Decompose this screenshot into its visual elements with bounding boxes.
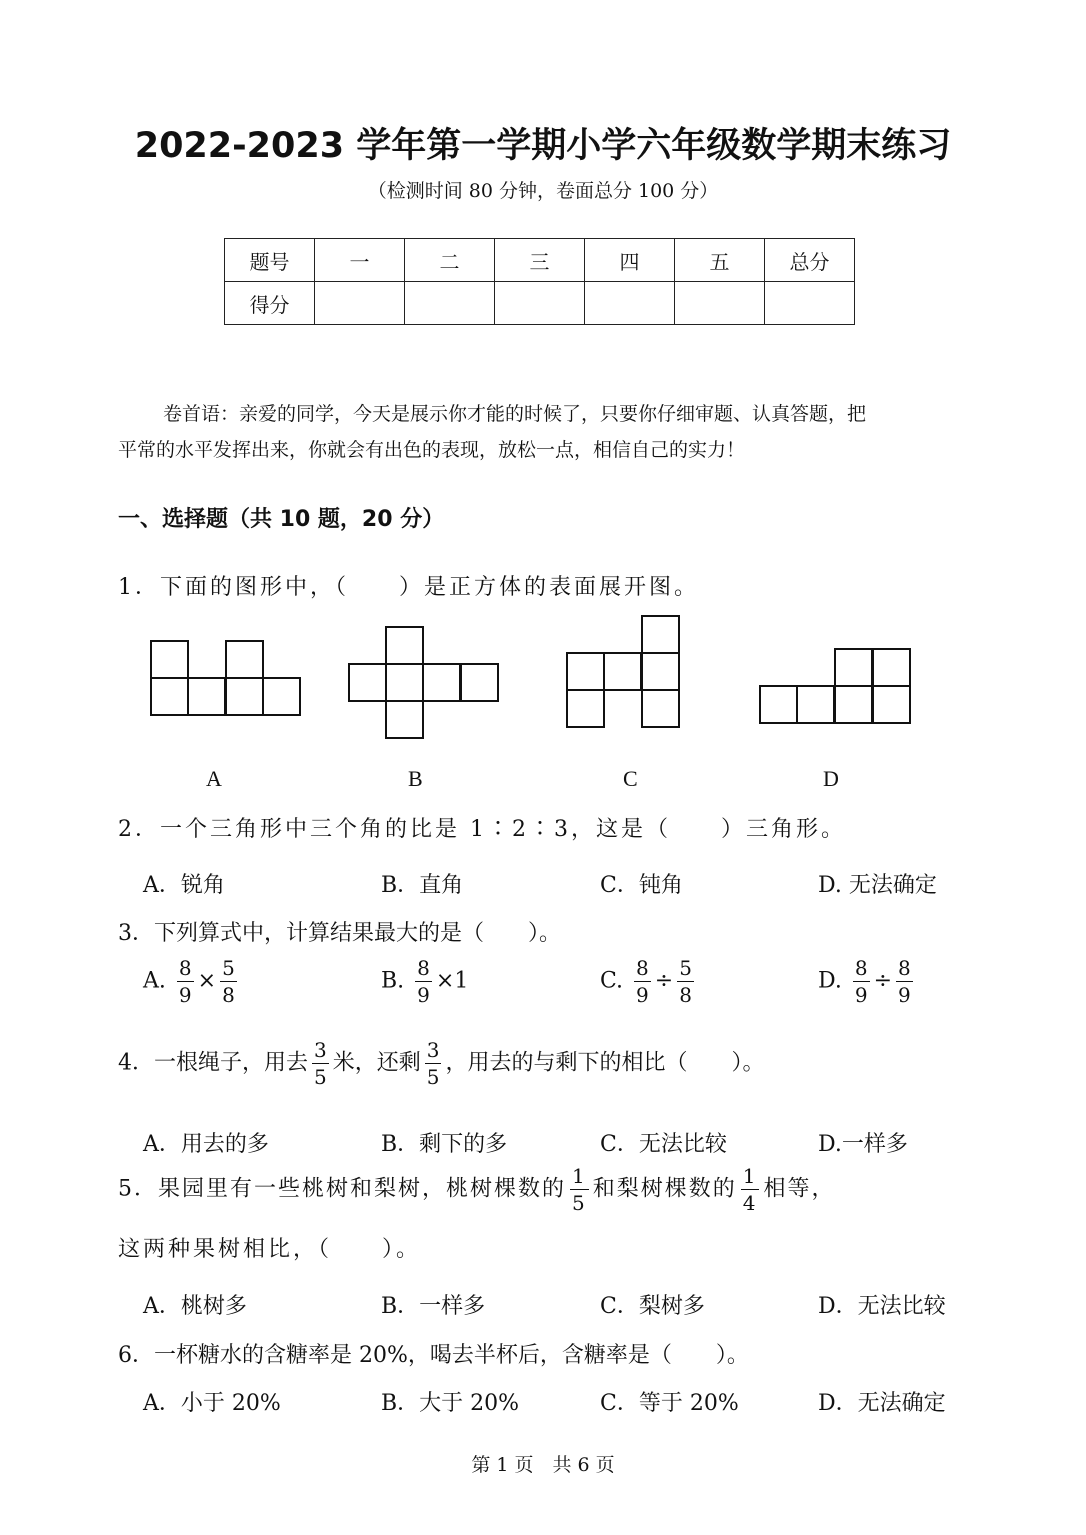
page-title: 2022-2023 学年第一学期小学六年级数学期末练习 (134, 126, 952, 166)
exam-info: （检测时间 80 分钟，卷面总分 100 分） (367, 180, 719, 202)
fraction (677, 958, 694, 1005)
numerator: 5 (222, 956, 235, 980)
q5-text-1: 5．果园里有一些桃树和梨树，桃树棵数的 (118, 1176, 566, 1202)
denominator: 9 (636, 983, 649, 1007)
net-label-c: C (623, 766, 638, 791)
fraction (741, 1166, 760, 1213)
net-c (567, 616, 679, 727)
numerator: 1 (742, 1164, 758, 1188)
cube-nets-figure (0, 600, 1086, 750)
q6-option-d[interactable]: D．无法确定 (818, 1391, 946, 1416)
numerator: 8 (417, 956, 430, 980)
q5-option-b[interactable]: B．一样多 (381, 1294, 486, 1319)
operator: ÷ (654, 968, 674, 994)
numerator: 3 (314, 1038, 327, 1062)
score-row-label: 得分 (225, 282, 315, 325)
q4-text-1: 4．一根绳子，用去 (118, 1050, 308, 1076)
net-b (349, 627, 498, 738)
fraction (896, 958, 913, 1005)
intro-line-1: 卷首语：亲爱的同学，今天是展示你才能的时候了，只要你仔细审题、认真答题，把 (163, 403, 867, 425)
numerator: 3 (426, 1038, 440, 1062)
score-cell[interactable] (315, 282, 405, 325)
numerator: 8 (854, 956, 868, 980)
q2-option-c[interactable]: C．钝角 (600, 873, 683, 898)
score-header-cell: 三 (495, 239, 585, 282)
q4-option-c[interactable]: C．无法比较 (600, 1132, 727, 1157)
denominator: 9 (178, 983, 192, 1007)
q4-option-a[interactable]: A．用去的多 (143, 1132, 269, 1157)
fraction (220, 958, 237, 1005)
score-header-cell: 四 (585, 239, 675, 282)
denominator: 5 (314, 1065, 327, 1089)
q3-c-label: C. (600, 968, 624, 994)
q5-option-a[interactable]: A．桃树多 (143, 1294, 247, 1319)
score-header-cell: 总分 (765, 239, 855, 282)
q6-option-a[interactable]: A．小于 20% (143, 1391, 281, 1416)
operator: ÷ (873, 968, 893, 994)
fraction (570, 1166, 589, 1213)
question-6: 6．一杯糖水的含糖率是 20%，喝去半杯后，含糖率是（ ）。 (118, 1343, 749, 1368)
fraction (415, 958, 432, 1005)
q3-b-label: B. (381, 968, 405, 994)
numerator: 8 (898, 956, 911, 980)
net-label-d: D (823, 766, 839, 791)
q3-d-label: D. (818, 968, 842, 994)
numerator: 8 (636, 956, 649, 980)
q5-text-3: 相等， (763, 1176, 836, 1202)
numerator: 1 (572, 1164, 587, 1188)
denominator: 9 (417, 983, 430, 1007)
q5-option-c[interactable]: C．梨树多 (600, 1294, 705, 1319)
q3-option-c[interactable] (600, 958, 698, 1005)
score-header-cell: 二 (405, 239, 495, 282)
question-1: 1．下面的图形中，（ ）是正方体的表面展开图。 (118, 575, 699, 600)
numerator: 8 (178, 956, 192, 980)
q2-option-b[interactable]: B．直角 (381, 873, 464, 898)
q5-text-2: 和梨树棵数的 (592, 1176, 737, 1202)
net-d (760, 649, 910, 723)
q3-option-a[interactable] (143, 958, 241, 1005)
denominator: 8 (679, 983, 692, 1007)
q3-option-d[interactable] (818, 958, 917, 1005)
denominator: 5 (426, 1065, 440, 1089)
q4-text-2: 米，还剩 (332, 1050, 421, 1076)
denominator: 4 (742, 1191, 758, 1215)
denominator: 9 (898, 983, 911, 1007)
fraction (312, 1040, 329, 1087)
q5-option-d[interactable]: D．无法比较 (818, 1294, 946, 1319)
score-cell[interactable] (765, 282, 855, 325)
question-4 (118, 1040, 765, 1087)
question-5 (118, 1166, 836, 1213)
q4-text-3: ，用去的与剩下的相比（ ）。 (445, 1050, 765, 1076)
score-cell[interactable] (675, 282, 765, 325)
fraction (425, 1040, 442, 1087)
q2-option-a[interactable]: A．锐角 (143, 873, 225, 898)
q4-option-d[interactable]: D.一样多 (818, 1132, 908, 1157)
q2-option-d[interactable]: D. 无法确定 (818, 873, 937, 898)
q6-option-b[interactable]: B．大于 20% (381, 1391, 520, 1416)
q4-option-b[interactable]: B．剩下的多 (381, 1132, 508, 1157)
question-3: 3．下列算式中，计算结果最大的是（ ）。 (118, 921, 561, 946)
page-footer: 第 1 页 共 6 页 (471, 1454, 615, 1476)
operator: × (197, 968, 217, 994)
score-table (224, 238, 855, 325)
denominator: 5 (572, 1191, 587, 1215)
score-header-cell: 题号 (225, 239, 315, 282)
intro-line-2: 平常的水平发挥出来，你就会有出色的表现，放松一点，相信自己的实力！ (118, 439, 746, 461)
net-a (151, 641, 300, 715)
net-label-b: B (408, 766, 423, 791)
fraction (853, 958, 870, 1005)
score-cell[interactable] (585, 282, 675, 325)
score-header-cell: 五 (675, 239, 765, 282)
score-cell[interactable] (405, 282, 495, 325)
denominator: 9 (854, 983, 868, 1007)
denominator: 8 (222, 983, 235, 1007)
fraction (177, 958, 194, 1005)
question-2: 2．一个三角形中三个角的比是 1∶2∶3，这是（ ）三角形。 (118, 817, 846, 842)
fraction (634, 958, 651, 1005)
numerator: 5 (679, 956, 692, 980)
net-label-a: A (206, 766, 222, 791)
q3-option-b[interactable] (381, 958, 468, 1005)
question-5-line-2: 这两种果树相比，（ ）。 (118, 1237, 422, 1262)
score-cell[interactable] (495, 282, 585, 325)
score-table-header-row (225, 239, 855, 282)
score-header-cell: 一 (315, 239, 405, 282)
section-heading-choice: 一、选择题（共 10 题，20 分） (118, 507, 445, 532)
operator-rest: ×1 (435, 968, 469, 994)
score-table-score-row (225, 282, 855, 325)
q3-a-label: A. (143, 968, 166, 994)
q6-option-c[interactable]: C．等于 20% (600, 1391, 739, 1416)
